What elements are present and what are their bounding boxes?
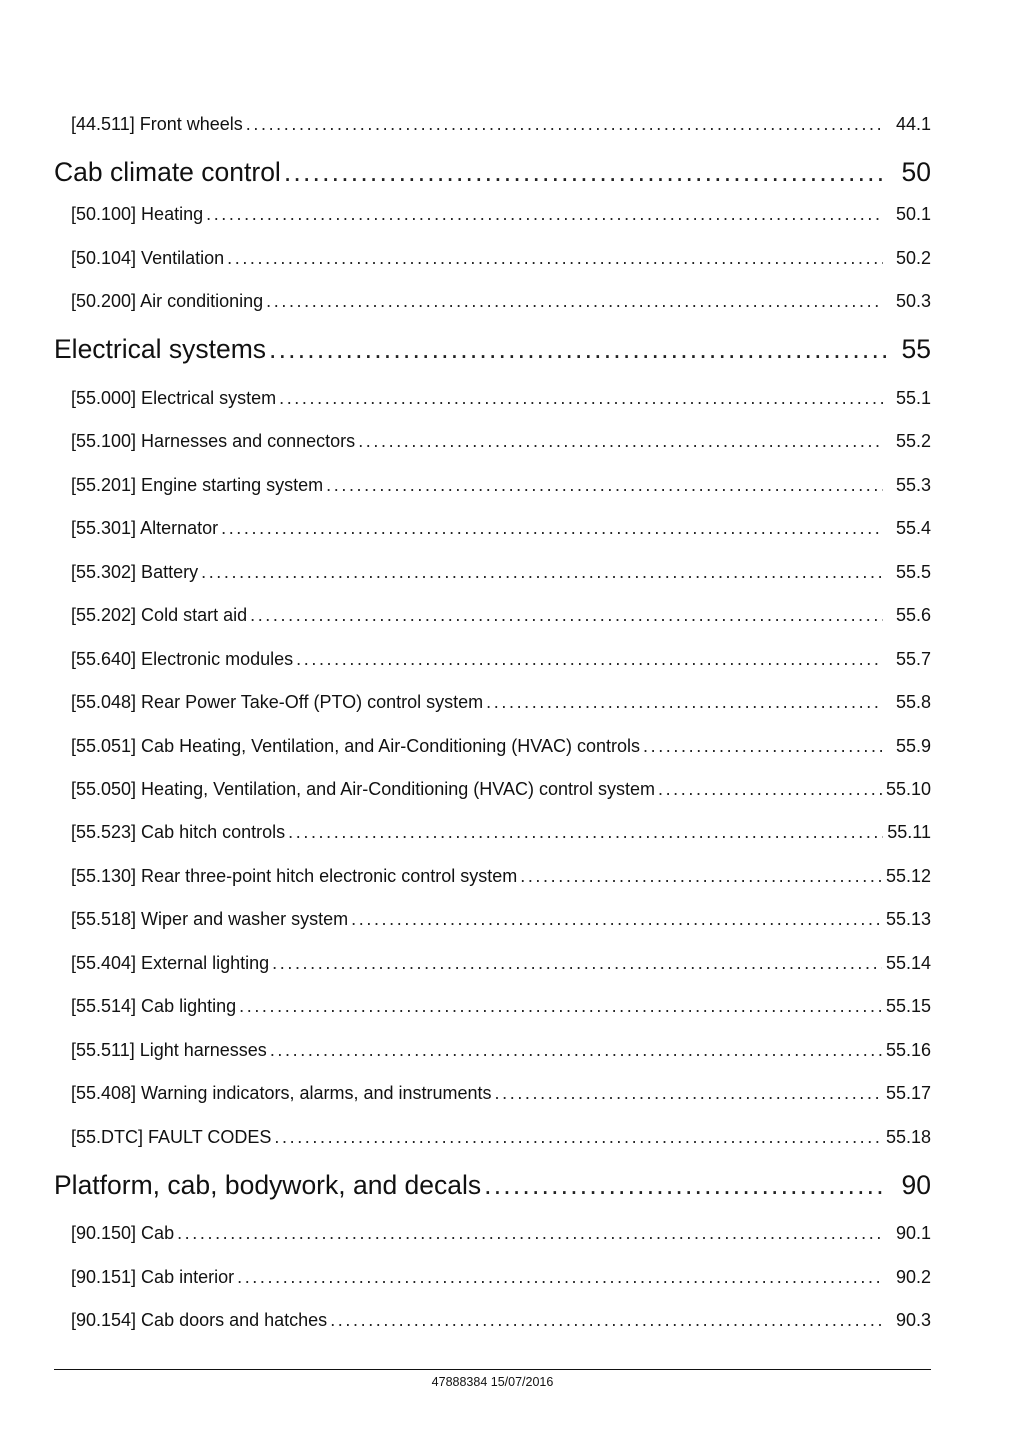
- toc-entry[interactable]: [71, 1083, 931, 1104]
- dot-leader: [643, 736, 883, 757]
- toc-entry[interactable]: [71, 562, 931, 583]
- toc-section-page: 50: [901, 157, 931, 187]
- toc-entry[interactable]: [71, 605, 931, 626]
- toc-section-label: Platform, cab, bodywork, and decals: [54, 1170, 482, 1200]
- toc-entry-page: 55.11: [887, 822, 931, 842]
- toc-entry-label: [55.130] Rear three-point hitch electronic control system: [71, 866, 518, 886]
- dot-leader: [272, 953, 882, 974]
- toc-entry[interactable]: [71, 204, 931, 225]
- toc-entry-page: 90.2: [895, 1267, 931, 1287]
- toc-entry-label: [55.408] Warning indicators, alarms, and instruments: [71, 1083, 492, 1103]
- toc-entry[interactable]: [71, 736, 931, 757]
- dot-leader: [266, 291, 883, 312]
- toc-entry-page: 55.16: [885, 1040, 931, 1060]
- dot-leader: [351, 909, 882, 930]
- toc-entry-page: 55.1: [895, 388, 931, 408]
- toc-entry-label: [55.DTC] FAULT CODES: [71, 1127, 272, 1147]
- toc-entry-page: 55.14: [885, 953, 931, 973]
- dot-leader: [296, 649, 883, 670]
- toc-section-label: Electrical systems: [54, 334, 267, 364]
- toc-entry[interactable]: [71, 1267, 931, 1288]
- toc-entry-label: [50.100] Heating: [71, 204, 204, 224]
- toc-entry[interactable]: [71, 909, 931, 930]
- toc-entry-page: 55.3: [895, 475, 931, 495]
- dot-leader: [206, 204, 883, 225]
- toc-entry-label: [55.523] Cab hitch controls: [71, 822, 286, 842]
- toc-section-page: 90: [901, 1170, 931, 1200]
- toc-entry[interactable]: [71, 475, 931, 496]
- footer-divider: [54, 1369, 931, 1370]
- toc-entry[interactable]: [71, 779, 931, 800]
- footer-document-info: 47888384 15/07/2016: [431, 1375, 554, 1389]
- dot-leader: [484, 1170, 887, 1201]
- toc-entry[interactable]: [71, 1223, 931, 1244]
- toc-entry-label: [55.100] Harnesses and connectors: [71, 431, 356, 451]
- toc-entry-page: 44.1: [895, 114, 931, 134]
- toc-entry-label: [55.048] Rear Power Take-Off (PTO) control system: [71, 692, 484, 712]
- dot-leader: [227, 248, 883, 269]
- toc-entry[interactable]: [71, 692, 931, 713]
- toc-entry-label: [55.051] Cab Heating, Ventilation, and Air-Conditioning (HVAC) controls: [71, 736, 640, 756]
- toc-entry-page: 50.3: [895, 291, 931, 311]
- toc-entry-page: 55.17: [885, 1083, 931, 1103]
- dot-leader: [237, 1267, 883, 1288]
- toc-entry[interactable]: [71, 996, 931, 1017]
- dot-leader: [279, 388, 883, 409]
- toc-entry-label: [55.000] Electrical system: [71, 388, 277, 408]
- toc-entry[interactable]: [71, 1127, 931, 1148]
- toc-entry-page: 90.1: [895, 1223, 931, 1243]
- toc-entry-label: [90.151] Cab interior: [71, 1267, 235, 1287]
- toc-entry-label: [44.511] Front wheels: [71, 114, 243, 134]
- toc-entry-label: [55.201] Engine starting system: [71, 475, 324, 495]
- toc-entry[interactable]: [71, 518, 931, 539]
- toc-entry-label: [50.200] Air conditioning: [71, 291, 264, 311]
- toc-entry-label: [55.202] Cold start aid: [71, 605, 248, 625]
- toc-entry[interactable]: [71, 866, 931, 887]
- toc-entry-page: 55.18: [885, 1127, 931, 1147]
- toc-entry-label: [55.301] Alternator: [71, 518, 219, 538]
- toc-section-page: 55: [901, 334, 931, 364]
- dot-leader: [486, 692, 883, 713]
- toc-entry-label: [90.154] Cab doors and hatches: [71, 1310, 328, 1330]
- toc-entry-label: [90.150] Cab: [71, 1223, 175, 1243]
- toc-entry-page: 55.12: [885, 866, 931, 886]
- dot-leader: [658, 779, 882, 800]
- toc-section-heading[interactable]: [54, 1170, 931, 1201]
- toc-entry-page: 55.7: [895, 649, 931, 669]
- toc-entry[interactable]: [71, 822, 931, 843]
- dot-leader: [330, 1310, 883, 1331]
- toc-entry-page: 55.13: [885, 909, 931, 929]
- dot-leader: [269, 334, 887, 365]
- toc-entry-label: [55.640] Electronic modules: [71, 649, 294, 669]
- toc-entry-page: 55.2: [895, 431, 931, 451]
- dot-leader: [221, 518, 883, 539]
- toc-entry-label: [55.404] External lighting: [71, 953, 270, 973]
- toc-entry[interactable]: [71, 114, 931, 135]
- toc-entry-page: 90.3: [895, 1310, 931, 1330]
- toc-entry[interactable]: [71, 649, 931, 670]
- toc-entry-label: [55.050] Heating, Ventilation, and Air-Conditioning (HVAC) control system: [71, 779, 655, 799]
- toc-section-heading[interactable]: [54, 334, 931, 365]
- dot-leader: [284, 157, 887, 188]
- toc-entry-page: 55.4: [895, 518, 931, 538]
- dot-leader: [358, 431, 883, 452]
- dot-leader: [201, 562, 883, 583]
- toc-entry-page: 55.6: [895, 605, 931, 625]
- dot-leader: [250, 605, 883, 626]
- dot-leader: [246, 114, 883, 135]
- dot-leader: [177, 1223, 883, 1244]
- toc-entry-label: [50.104] Ventilation: [71, 248, 225, 268]
- toc-section-label: Cab climate control: [54, 157, 281, 187]
- toc-entry[interactable]: [71, 248, 931, 269]
- dot-leader: [239, 996, 882, 1017]
- toc-entry-page: 55.15: [885, 996, 931, 1016]
- toc-entry-page: 50.1: [895, 204, 931, 224]
- toc-entry-page: 55.5: [895, 562, 931, 582]
- toc-entry[interactable]: [71, 1310, 931, 1331]
- toc-entry[interactable]: [71, 388, 931, 409]
- dot-leader: [274, 1127, 882, 1148]
- toc-entry-label: [55.514] Cab lighting: [71, 996, 237, 1016]
- dot-leader: [270, 1040, 882, 1061]
- dot-leader: [288, 822, 883, 843]
- toc-section-heading[interactable]: [54, 157, 931, 188]
- toc-entry-label: [55.518] Wiper and washer system: [71, 909, 349, 929]
- toc-entry-page: 50.2: [895, 248, 931, 268]
- dot-leader: [326, 475, 883, 496]
- toc-entry[interactable]: [71, 291, 931, 312]
- dot-leader: [520, 866, 882, 887]
- toc-entry-page: 55.8: [895, 692, 931, 712]
- toc-entry[interactable]: [71, 1040, 931, 1061]
- toc-entry[interactable]: [71, 431, 931, 452]
- toc-entry-label: [55.302] Battery: [71, 562, 199, 582]
- toc-entry-label: [55.511] Light harnesses: [71, 1040, 267, 1060]
- toc-entry[interactable]: [71, 953, 931, 974]
- dot-leader: [495, 1083, 882, 1104]
- toc-entry-page: 55.10: [885, 779, 931, 799]
- toc-entry-page: 55.9: [895, 736, 931, 756]
